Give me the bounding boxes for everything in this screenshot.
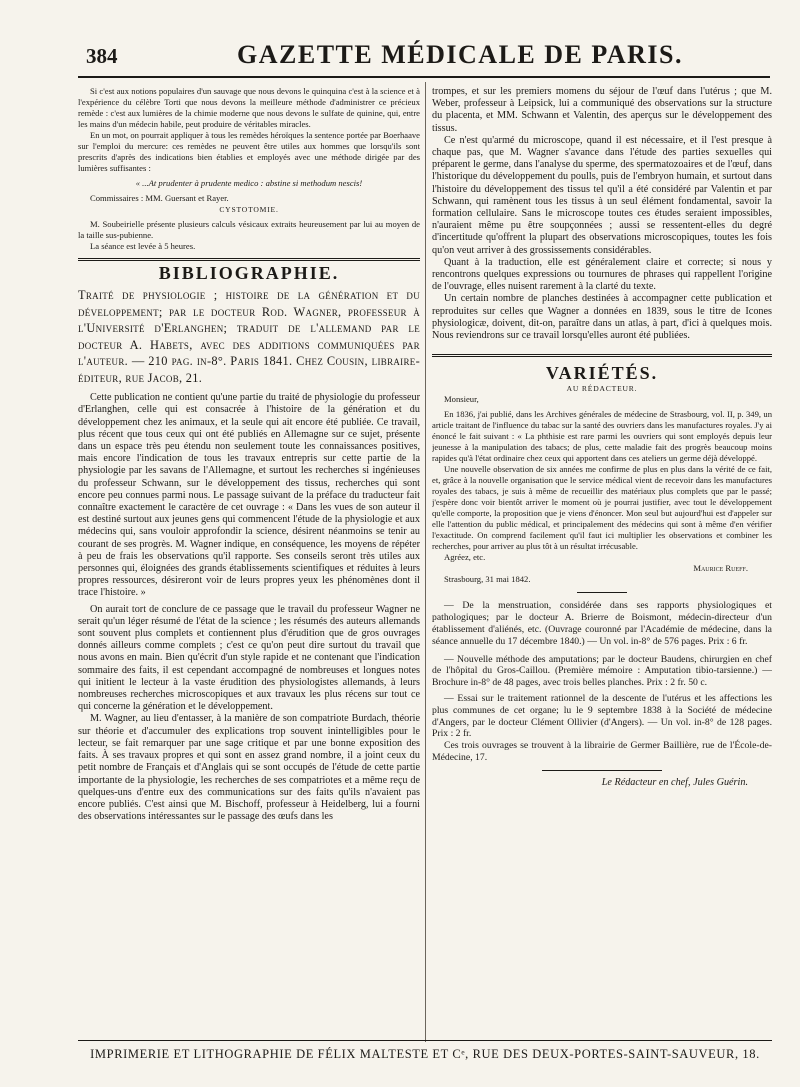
printer-imprint: IMPRIMERIE ET LITHOGRAPHIE DE FÉLIX MALTESTE ET Cᵉ, RUE DES DEUX-PORTES-SAINT-SAUVEUR, 18. [90, 1047, 760, 1061]
paragraph: trompes, et sur les premiers momens du séjour de l'œuf dans l'utérus ; que M. Weber, professeur à Leipsick, lui a communiqué des observations sur la structure du placenta, et MM. Schwann et Valentin, des aperçus sur le développement des tissus. [432, 86, 772, 134]
separator [577, 592, 627, 593]
left-column [78, 86, 420, 1036]
signature: Maurice Rueff. [693, 563, 748, 574]
book-notice: — De la menstruation, considérée dans ses rapports physiologiques et pathologiques; par le docteur A. Brierre de Boismont, médecin-directeur d'un établissement d'aliénés, etc. (Ouvrage couronné par l'Académie de médecine, dans la séance annuelle du 17 décembre 1840.) — Un vol. in-8° de 576 pages. Prix : 6 fr. [432, 600, 772, 647]
paragraph: En 1836, j'ai publié, dans les Archives générales de médecine de Strasbourg, vol. II, p. 349, un article traitant de l'influence du tabac sur la santé des ouvriers dans les manufactures royales. J'y ai énoncé le fait suivant : « La phthisie est rare parmi les ouvriers qui sont employés depuis leur jeunesse à la manipulation des tabacs; de plus, cette maladie fait des progrès beaucoup moins rapides qu'à l'état ordinaire chez ceux qui apportent dans ces ateliers un germe déjà développé. [432, 409, 772, 464]
book-title-text: Traité de physiologie ; histoire de la génération et du développement; par le docteur Rod. Wagner, professeur à l'Université d'Erlanghen; traduit de l'allemand par le docteur A. Habets, avec des additions communiquées par l'auteur. — 210 pag. in-8°. Paris 1841. Chez Cousin, libraire-éditeur, rue Jacob, 21. [78, 288, 420, 385]
paragraph: Si c'est aux notions populaires d'un sauvage que nous devons le quinquina c'est à la science et à l'expérience du célèbre Torti que nous devons la meilleure méthode d'administrer ce précieux remède : c'est aux lumières de la chimie moderne que nous devons le sulfate de quinine, qui, entre les mains d'un médecin habile, peut produire de véritables miracles. [78, 86, 420, 129]
editor-signature: Le Rédacteur en chef, Jules Guérin. [601, 776, 748, 788]
book-notice: Ces trois ouvrages se trouvent à la librairie de Germer Baillière, rue de l'École-de-Médecine, 17. [432, 740, 772, 764]
page-number: 384 [86, 44, 118, 68]
footer-rule [78, 1040, 772, 1041]
book-notice: — Nouvelle méthode des amputations; par le docteur Baudens, chirurgien en chef de l'hôpital du Gros-Caillou. (Première mémoire : Amputation tibio-tarsienne.) — Brochure in-8° de 48 pages, avec trois belles planches. Prix : 2 fr. 50 c. [432, 653, 772, 689]
paragraph: Cette publication ne contient qu'une partie du traité de physiologie du professeur d'Erlanghen, celle qui est consacrée à l'histoire de la génération et du développement chez les animaux, et la seule qui ait encore été publiée. Ce travail, plus récent que tous ceux qui ont été publiés en Allemagne sur ce sujet, présente dans un espace très peu étendu non seulement toute les connaissances positives, mais encore l'indication de tous les travaux entrepris sur cette partie de la physiologie par les savans de l'Allemagne, et surtout les recherches si ingénieuses du professeur Schwann, sur le développement des tissus, recherches qui sont encore peu connues parmi nous. Le passage suivant de la préface du traducteur fait connaître exactement le caractère de cet ouvrage : « Dans les vues de son auteur il est destiné surtout aux jeunes gens qui commencent l'étude de la physiologie et aux médecins qui, sans vouloir approfondir la science, désirent néanmoins se tenir au courant de ses progrès. M. Wagner indique, en conséquence, les moyens de répéter à peu de frais les observations qu'il rapporte. Ses conseils seront très utiles aux personnes qui, éloignées des grands établissements scientifiques et réduites à leurs propres ressources, désireront voir de leurs propres yeux les phénomènes dont il trace l'histoire. » [78, 392, 420, 599]
closing: Agréez, etc. [444, 552, 486, 563]
latin-quote: « ...At prudenter à prudente medico : abstine si methodum nescis! [135, 178, 363, 188]
salutation: Monsieur, [444, 394, 479, 405]
subheading-cystotomie: CYSTOTOMIE. [219, 205, 279, 214]
journal-title: GAZETTE MÉDICALE DE PARIS. [237, 40, 683, 69]
separator [542, 770, 662, 771]
right-column [432, 86, 772, 1036]
paragraph: Une nouvelle observation de six années me confirme de plus en plus dans la vérité de ce fait, et, grâce à la nouvelle organisation que le service médical vient de recevoir dans les manufactures royales des tabacs, je suis à même de recueillir des matériaux plus complets que par le passé; j'espère donc voir bientôt arriver le moment où je pourrai justifier, avec tout le développement qu'elle comporte, la proposition que je viens d'énoncer. Mon seul but aujourd'hui est d'appeler sur elle l'attention du public médical, et principalement des médecins qui sont à même d'en vérifier l'exactitude. On comprend facilement qu'il faut ici multiplier les observations et combiner les recherches, pour arriver au plus tôt à un résultat irrécusable. [432, 464, 772, 552]
paragraph: On aurait tort de conclure de ce passage que le travail du professeur Wagner ne serait qu'un léger résumé de l'état de la science ; les résumés des auteurs allemands sont souvent plus complets et contiennent plus d'érudition que de gros ouvrages donnés ailleurs comme complets ; c'est ce qu'on peut dire surtout du travail que nous avons en main. Bien qu'écrit d'un style rapide et ne contenant que l'indication sommaire des faits, il est cependant accompagné de nombreuses et longues notes qui initient le lecteur à la vaste érudition des physiologistes allemands, à leurs nombreuses recherches microscopiques et aux travaux les plus récens sur tout ce qui concerne la génération et le développement. [78, 603, 420, 713]
paragraph: Ce n'est qu'armé du microscope, quand il est nécessaire, et il l'est presque à chaque pas, que M. Wagner s'avance dans l'étude des parties sexuelles qui préparent le germe, dans l'analyse du sperme, des spermatozoaires et de l'œuf, dans l'historique du développement du poulls, puis de l'embryon humain, et surtout dans l'histoire du développement des tissus tel qu'il a été considéré par Valentin et par Schwann, qui ramènent tous les tissus à un seul élément fondamental, savoir la formation cellulaire. Sans le microscope toutes ces études seraient impossibles, n'auraient même pu être soupçonnées ; aussi se ressentent-elles du degré d'incertitude qu'offrent la plupart des observations microscopiques, toutes les fois qu'on veut arriver à des grossissements considérables. [432, 134, 772, 256]
heading-varietes: VARIÉTÉS. [545, 363, 659, 384]
heading-bibliographie: BIBLIOGRAPHIE. [158, 263, 340, 283]
section-separator [432, 354, 772, 357]
header-rule [78, 76, 770, 78]
paragraph: Quant à la traduction, elle est généralement claire et correcte; si nous y rencontrons quelques expressions ou tournures de phrases qui rappellent l'origine de l'ouvrage, elles nuisent rarement à la clarté du texte. [432, 256, 772, 293]
column-divider [425, 82, 426, 1042]
paragraph: M. Wagner, au lieu d'entasser, à la manière de son compatriote Burdach, théorie sur théorie et d'accumuler des explications trop souvent inintelligibles pour le lecteur, se fait remarquer par une sage critique et par une bonne exposition des faits. À ses travaux propres et qui sont en assez grand nombre, il a joint ceux du petit nombre de Français et d'Anglais qui se sont occupés de l'étude de cette partie importante de la physiologie, les recherches de ses compatriotes et a même reçu de quelques-uns d'entre eux des communications sur des faits qu'ils n'avaient pas encore publiés. C'est ainsi que M. Bischoff, professeur à Heidelberg, lui a fourni des observations intéressantes sur le passage des œufs dans les [78, 713, 420, 823]
section-separator [78, 258, 420, 261]
paragraph: Un certain nombre de planches destinées à accompagner cette publication et reproduites sur celles que Wagner a données en 1839, sous le titre de Icones physiologicæ, doivent, dit-on, paraître dans un atlas, à part, d'ici à quelques mois. Nous reviendrons sur ce travail lorsqu'elles auront été publiées. [432, 293, 772, 342]
seance-closing: La séance est levée à 5 heures. [90, 241, 196, 251]
subheading-au-redacteur: AU RÉDACTEUR. [566, 384, 638, 394]
book-title [78, 287, 420, 386]
dateline: Strasbourg, 31 mai 1842. [444, 574, 531, 585]
book-notice: — Essai sur le traitement rationnel de la descente de l'utérus et les affections les plus communes de cet organe; lu le 9 septembre 1838 à la Société de médecine d'Angers, par le docteur Clément Ollivier (d'Angers). — Un vol. in-8° de 128 pages. Prix : 2 fr. [432, 693, 772, 740]
commissaires: Commissaires : MM. Guersant et Rayer. [90, 193, 229, 203]
paragraph: M. Soubeirielle présente plusieurs calculs vésicaux extraits heureusement par lui au moyen de la taille sus-pubienne. [78, 219, 420, 240]
paragraph: En un mot, on pourrait appliquer à tous les remèdes héroïques la sentence portée par Boerhaave sur l'emploi du mercure: ces remèdes ne peuvent être utiles aux hommes que lorsqu'ils sont prescrits d'après des indications bien établies et employés avec une méthode dirigée par des lumières suffisantes : [78, 130, 420, 173]
